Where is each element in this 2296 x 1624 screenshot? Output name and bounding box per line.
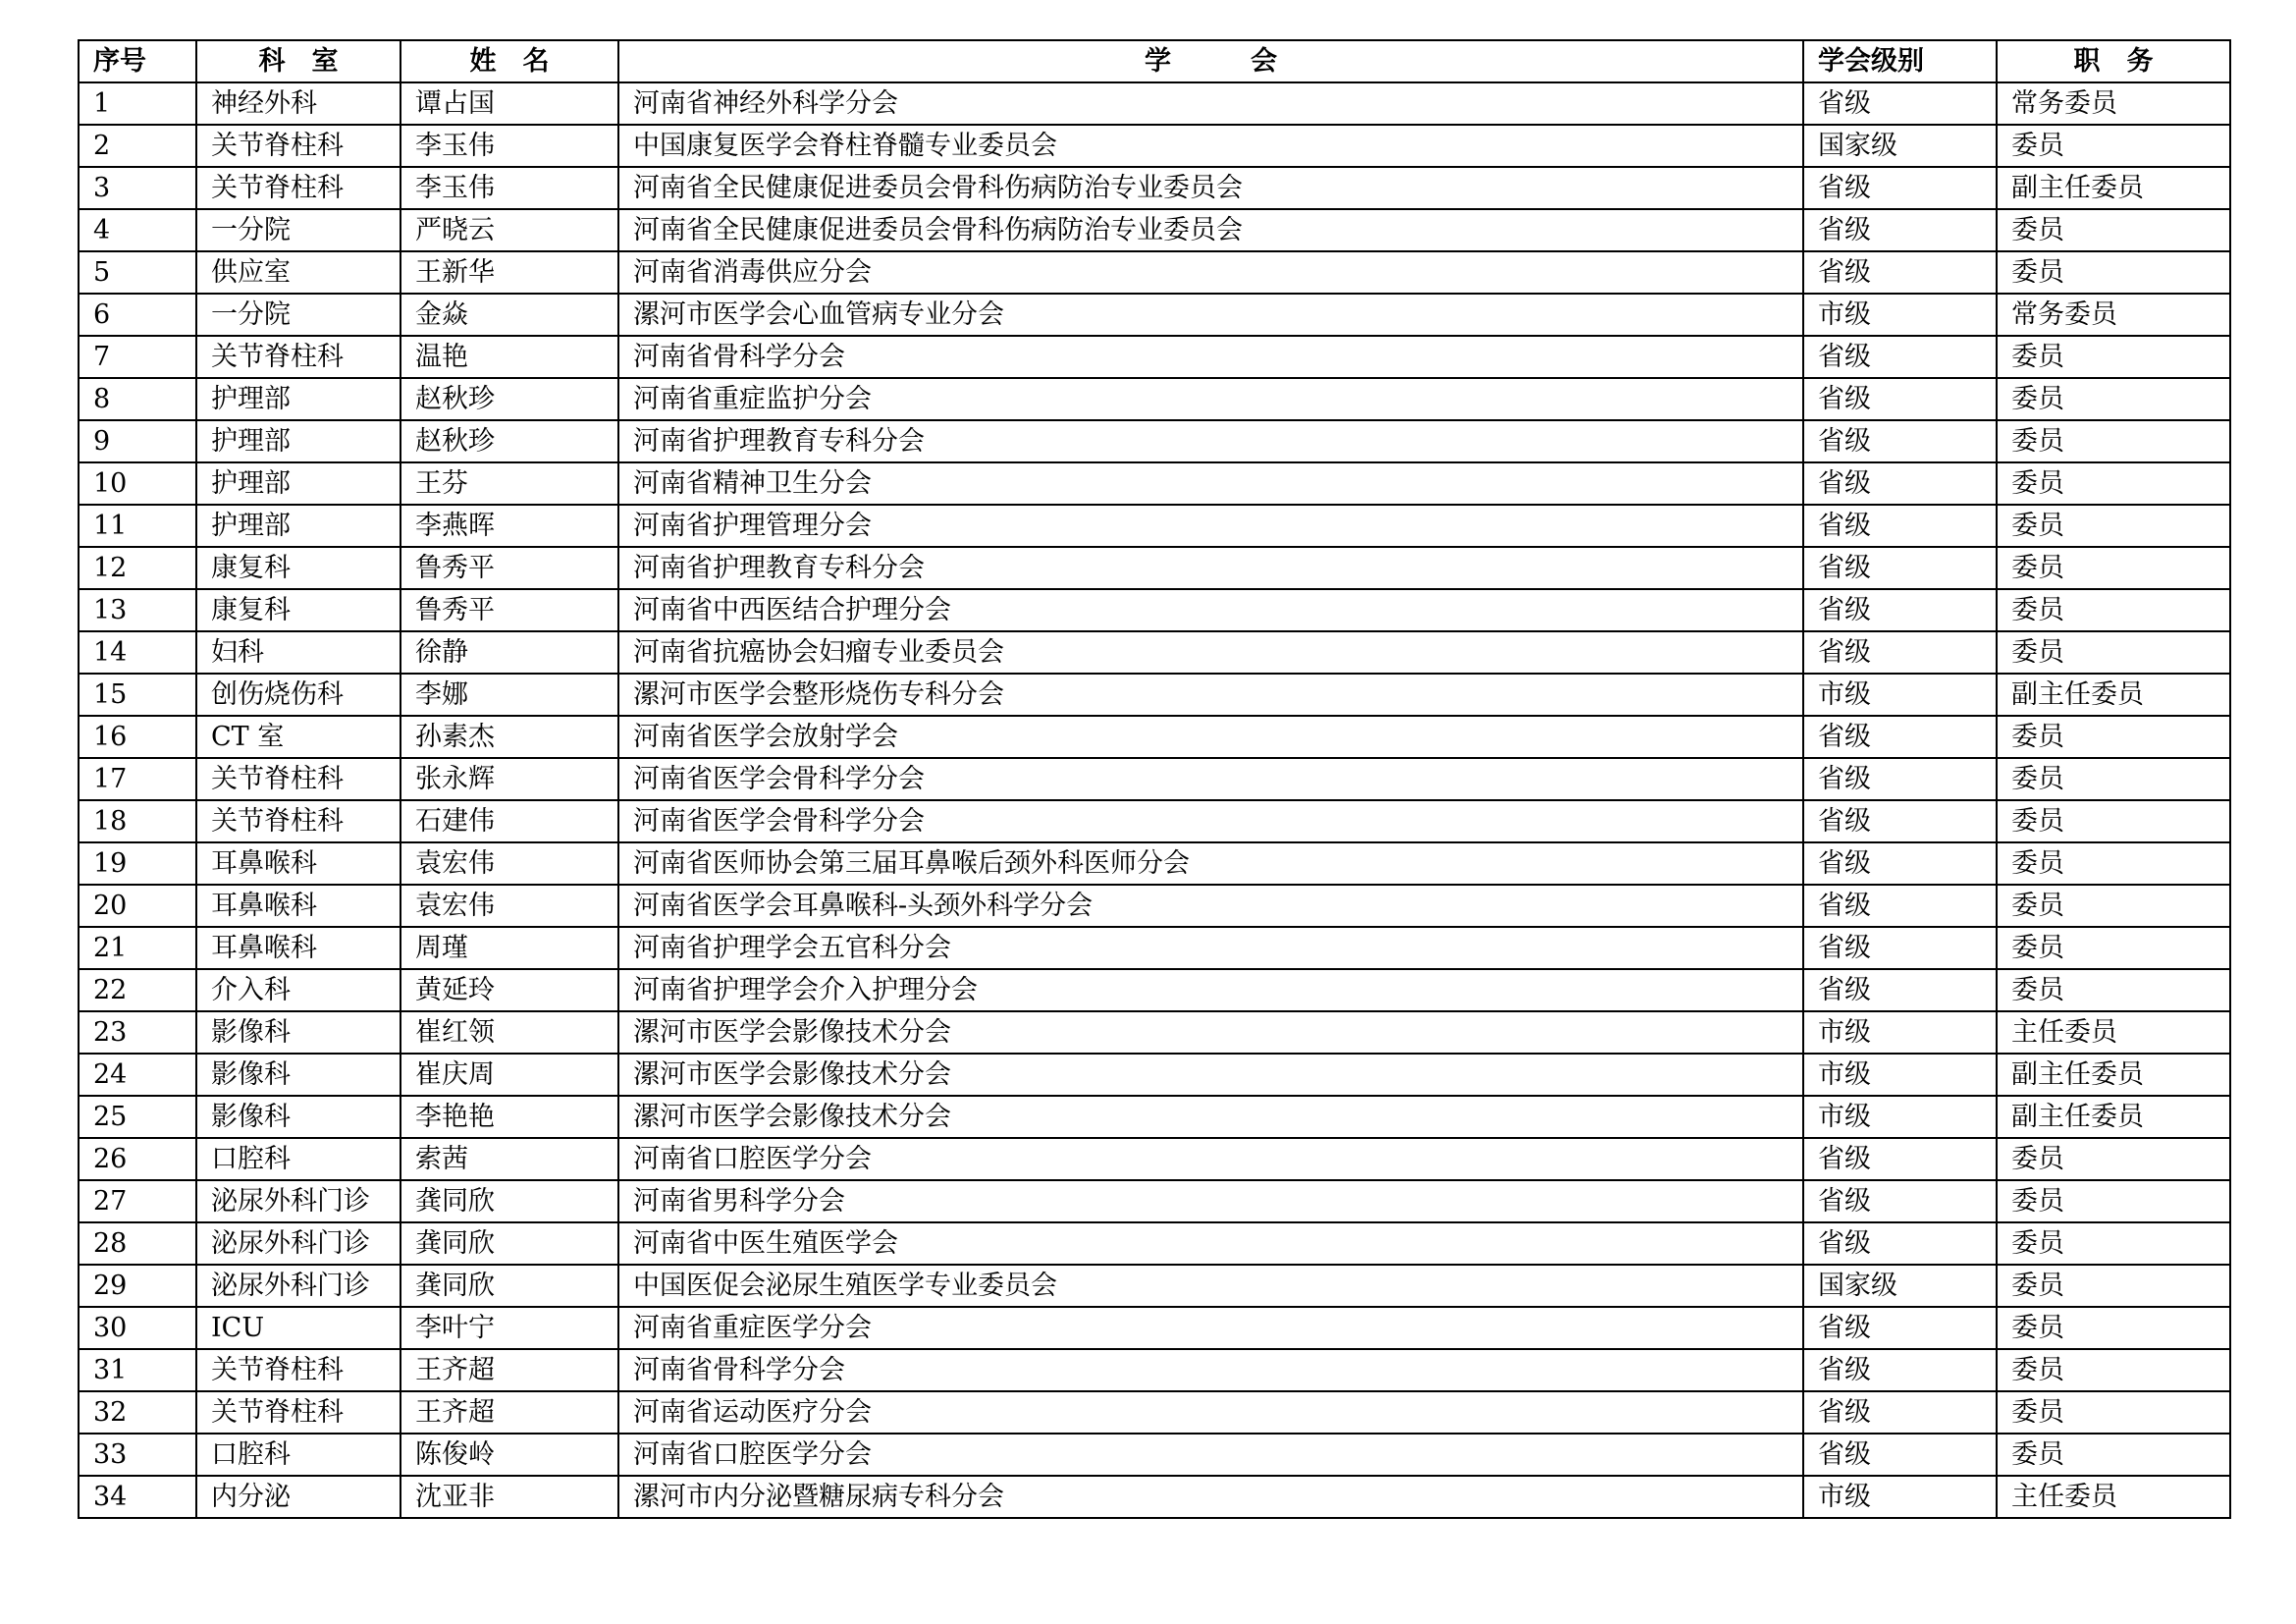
cell-position: 主任委员	[1997, 1011, 2230, 1054]
cell-position: 副主任委员	[1997, 1096, 2230, 1138]
cell-department: ICU	[196, 1307, 400, 1349]
cell-index: 9	[79, 420, 196, 462]
cell-position: 委员	[1997, 758, 2230, 800]
cell-department: 关节脊柱科	[196, 1391, 400, 1434]
cell-department: 关节脊柱科	[196, 1349, 400, 1391]
cell-position: 常务委员	[1997, 294, 2230, 336]
cell-name: 索茜	[400, 1138, 618, 1180]
cell-department: 关节脊柱科	[196, 167, 400, 209]
cell-society: 中国康复医学会脊柱脊髓专业委员会	[618, 125, 1803, 167]
header-row	[79, 40, 2230, 82]
cell-name: 李玉伟	[400, 125, 618, 167]
cell-department: 耳鼻喉科	[196, 842, 400, 885]
cell-name: 温艳	[400, 336, 618, 378]
cell-level: 省级	[1803, 631, 1997, 674]
cell-position: 委员	[1997, 1349, 2230, 1391]
cell-position: 委员	[1997, 1138, 2230, 1180]
cell-department: 泌尿外科门诊	[196, 1180, 400, 1222]
cell-level: 省级	[1803, 209, 1997, 251]
cell-level: 国家级	[1803, 1265, 1997, 1307]
cell-department: 供应室	[196, 251, 400, 294]
table-row	[79, 1054, 2230, 1096]
cell-level: 市级	[1803, 1054, 1997, 1096]
cell-position: 委员	[1997, 842, 2230, 885]
table-row	[79, 631, 2230, 674]
cell-level: 省级	[1803, 462, 1997, 505]
cell-department: 一分院	[196, 209, 400, 251]
cell-index: 4	[79, 209, 196, 251]
cell-name: 王新华	[400, 251, 618, 294]
cell-level: 省级	[1803, 885, 1997, 927]
cell-position: 副主任委员	[1997, 167, 2230, 209]
cell-position: 委员	[1997, 589, 2230, 631]
cell-department: 耳鼻喉科	[196, 885, 400, 927]
cell-name: 陈俊岭	[400, 1434, 618, 1476]
cell-index: 7	[79, 336, 196, 378]
cell-index: 14	[79, 631, 196, 674]
cell-name: 李玉伟	[400, 167, 618, 209]
cell-position: 委员	[1997, 1265, 2230, 1307]
cell-position: 委员	[1997, 1180, 2230, 1222]
cell-index: 1	[79, 82, 196, 125]
cell-department: CT 室	[196, 716, 400, 758]
cell-name: 龚同欣	[400, 1265, 618, 1307]
cell-name: 袁宏伟	[400, 885, 618, 927]
table-row	[79, 1391, 2230, 1434]
cell-name: 李燕晖	[400, 505, 618, 547]
cell-level: 市级	[1803, 1011, 1997, 1054]
cell-name: 石建伟	[400, 800, 618, 842]
cell-department: 泌尿外科门诊	[196, 1265, 400, 1307]
cell-level: 国家级	[1803, 125, 1997, 167]
cell-index: 11	[79, 505, 196, 547]
table-row	[79, 927, 2230, 969]
cell-level: 省级	[1803, 82, 1997, 125]
cell-department: 康复科	[196, 547, 400, 589]
cell-society: 河南省医学会骨科学分会	[618, 800, 1803, 842]
cell-department: 影像科	[196, 1011, 400, 1054]
cell-position: 委员	[1997, 631, 2230, 674]
table-row	[79, 1180, 2230, 1222]
cell-position: 委员	[1997, 378, 2230, 420]
cell-position: 委员	[1997, 716, 2230, 758]
cell-level: 市级	[1803, 294, 1997, 336]
membership-table	[78, 39, 2231, 1519]
cell-department: 耳鼻喉科	[196, 927, 400, 969]
cell-position: 委员	[1997, 209, 2230, 251]
cell-name: 赵秋珍	[400, 420, 618, 462]
cell-department: 影像科	[196, 1054, 400, 1096]
table-row	[79, 378, 2230, 420]
cell-name: 李娜	[400, 674, 618, 716]
table-row	[79, 251, 2230, 294]
cell-society: 漯河市内分泌暨糖尿病专科分会	[618, 1476, 1803, 1518]
header-department: 科 室	[196, 40, 400, 82]
cell-position: 副主任委员	[1997, 674, 2230, 716]
table-row	[79, 462, 2230, 505]
header-level: 学会级别	[1803, 40, 1997, 82]
cell-name: 严晓云	[400, 209, 618, 251]
cell-level: 省级	[1803, 420, 1997, 462]
cell-position: 委员	[1997, 1434, 2230, 1476]
table-body	[79, 82, 2230, 1518]
cell-society: 河南省中医生殖医学会	[618, 1222, 1803, 1265]
cell-society: 河南省护理学会介入护理分会	[618, 969, 1803, 1011]
cell-level: 省级	[1803, 1349, 1997, 1391]
cell-level: 市级	[1803, 674, 1997, 716]
cell-society: 河南省抗癌协会妇瘤专业委员会	[618, 631, 1803, 674]
cell-index: 26	[79, 1138, 196, 1180]
cell-index: 13	[79, 589, 196, 631]
cell-society: 漯河市医学会影像技术分会	[618, 1011, 1803, 1054]
cell-society: 河南省重症医学分会	[618, 1307, 1803, 1349]
table-row	[79, 1138, 2230, 1180]
cell-level: 省级	[1803, 1138, 1997, 1180]
table-row	[79, 1434, 2230, 1476]
cell-index: 17	[79, 758, 196, 800]
cell-position: 副主任委员	[1997, 1054, 2230, 1096]
cell-level: 省级	[1803, 589, 1997, 631]
table-row	[79, 125, 2230, 167]
cell-name: 沈亚非	[400, 1476, 618, 1518]
cell-society: 河南省骨科学分会	[618, 1349, 1803, 1391]
cell-department: 关节脊柱科	[196, 800, 400, 842]
cell-name: 李艳艳	[400, 1096, 618, 1138]
table-row	[79, 1011, 2230, 1054]
cell-position: 委员	[1997, 1222, 2230, 1265]
header-name: 姓 名	[400, 40, 618, 82]
cell-name: 李叶宁	[400, 1307, 618, 1349]
cell-index: 3	[79, 167, 196, 209]
cell-society: 河南省护理学会五官科分会	[618, 927, 1803, 969]
cell-society: 河南省口腔医学分会	[618, 1138, 1803, 1180]
cell-level: 省级	[1803, 378, 1997, 420]
cell-index: 30	[79, 1307, 196, 1349]
cell-name: 龚同欣	[400, 1222, 618, 1265]
table-row	[79, 1349, 2230, 1391]
table-row	[79, 758, 2230, 800]
cell-level: 省级	[1803, 251, 1997, 294]
cell-society: 河南省口腔医学分会	[618, 1434, 1803, 1476]
cell-society: 河南省神经外科学分会	[618, 82, 1803, 125]
cell-name: 袁宏伟	[400, 842, 618, 885]
cell-index: 2	[79, 125, 196, 167]
cell-index: 15	[79, 674, 196, 716]
table-row	[79, 336, 2230, 378]
cell-index: 31	[79, 1349, 196, 1391]
cell-level: 市级	[1803, 1096, 1997, 1138]
cell-department: 内分泌	[196, 1476, 400, 1518]
cell-position: 委员	[1997, 1391, 2230, 1434]
cell-index: 12	[79, 547, 196, 589]
cell-name: 鲁秀平	[400, 547, 618, 589]
cell-index: 21	[79, 927, 196, 969]
cell-index: 19	[79, 842, 196, 885]
table-row	[79, 167, 2230, 209]
cell-society: 河南省运动医疗分会	[618, 1391, 1803, 1434]
table-row	[79, 716, 2230, 758]
cell-name: 王芬	[400, 462, 618, 505]
cell-position: 委员	[1997, 336, 2230, 378]
table-row	[79, 1476, 2230, 1518]
cell-society: 河南省男科学分会	[618, 1180, 1803, 1222]
cell-index: 5	[79, 251, 196, 294]
cell-index: 34	[79, 1476, 196, 1518]
cell-society: 河南省医师协会第三届耳鼻喉后颈外科医师分会	[618, 842, 1803, 885]
cell-index: 22	[79, 969, 196, 1011]
cell-level: 省级	[1803, 800, 1997, 842]
cell-society: 漯河市医学会影像技术分会	[618, 1054, 1803, 1096]
cell-level: 省级	[1803, 842, 1997, 885]
header-position: 职 务	[1997, 40, 2230, 82]
cell-level: 市级	[1803, 1476, 1997, 1518]
cell-name: 谭占国	[400, 82, 618, 125]
cell-position: 委员	[1997, 462, 2230, 505]
cell-level: 省级	[1803, 1307, 1997, 1349]
cell-position: 委员	[1997, 505, 2230, 547]
cell-name: 崔庆周	[400, 1054, 618, 1096]
cell-name: 鲁秀平	[400, 589, 618, 631]
cell-index: 33	[79, 1434, 196, 1476]
cell-level: 省级	[1803, 716, 1997, 758]
cell-level: 省级	[1803, 927, 1997, 969]
cell-name: 龚同欣	[400, 1180, 618, 1222]
cell-department: 泌尿外科门诊	[196, 1222, 400, 1265]
cell-name: 崔红领	[400, 1011, 618, 1054]
cell-index: 24	[79, 1054, 196, 1096]
table-row	[79, 842, 2230, 885]
cell-society: 河南省精神卫生分会	[618, 462, 1803, 505]
cell-department: 口腔科	[196, 1138, 400, 1180]
cell-name: 徐静	[400, 631, 618, 674]
cell-department: 神经外科	[196, 82, 400, 125]
cell-index: 32	[79, 1391, 196, 1434]
cell-society: 河南省重症监护分会	[618, 378, 1803, 420]
cell-society: 河南省全民健康促进委员会骨科伤病防治专业委员会	[618, 209, 1803, 251]
cell-position: 委员	[1997, 547, 2230, 589]
cell-department: 关节脊柱科	[196, 758, 400, 800]
cell-level: 省级	[1803, 1434, 1997, 1476]
cell-index: 29	[79, 1265, 196, 1307]
cell-society: 河南省中西医结合护理分会	[618, 589, 1803, 631]
cell-department: 影像科	[196, 1096, 400, 1138]
cell-society: 漯河市医学会整形烧伤专科分会	[618, 674, 1803, 716]
cell-position: 委员	[1997, 885, 2230, 927]
cell-society: 河南省消毒供应分会	[618, 251, 1803, 294]
cell-department: 妇科	[196, 631, 400, 674]
cell-position: 常务委员	[1997, 82, 2230, 125]
cell-level: 省级	[1803, 969, 1997, 1011]
cell-name: 孙素杰	[400, 716, 618, 758]
table-row	[79, 294, 2230, 336]
cell-index: 16	[79, 716, 196, 758]
cell-index: 25	[79, 1096, 196, 1138]
cell-position: 委员	[1997, 969, 2230, 1011]
table-row	[79, 209, 2230, 251]
table-row	[79, 1265, 2230, 1307]
cell-department: 口腔科	[196, 1434, 400, 1476]
cell-society: 河南省医学会骨科学分会	[618, 758, 1803, 800]
cell-department: 护理部	[196, 505, 400, 547]
cell-position: 委员	[1997, 927, 2230, 969]
cell-level: 省级	[1803, 1222, 1997, 1265]
cell-society: 漯河市医学会影像技术分会	[618, 1096, 1803, 1138]
cell-department: 护理部	[196, 420, 400, 462]
table-row	[79, 1096, 2230, 1138]
cell-name: 王齐超	[400, 1391, 618, 1434]
cell-index: 28	[79, 1222, 196, 1265]
cell-society: 中国医促会泌尿生殖医学专业委员会	[618, 1265, 1803, 1307]
table-row	[79, 1307, 2230, 1349]
table-row	[79, 505, 2230, 547]
cell-department: 关节脊柱科	[196, 336, 400, 378]
cell-department: 创伤烧伤科	[196, 674, 400, 716]
table-row	[79, 589, 2230, 631]
cell-position: 委员	[1997, 125, 2230, 167]
cell-level: 省级	[1803, 758, 1997, 800]
cell-level: 省级	[1803, 1180, 1997, 1222]
cell-society: 河南省医学会放射学会	[618, 716, 1803, 758]
table-row	[79, 82, 2230, 125]
cell-index: 20	[79, 885, 196, 927]
cell-department: 康复科	[196, 589, 400, 631]
cell-level: 省级	[1803, 167, 1997, 209]
cell-position: 委员	[1997, 800, 2230, 842]
cell-society: 漯河市医学会心血管病专业分会	[618, 294, 1803, 336]
table-row	[79, 800, 2230, 842]
cell-society: 河南省全民健康促进委员会骨科伤病防治专业委员会	[618, 167, 1803, 209]
cell-index: 8	[79, 378, 196, 420]
table-row	[79, 969, 2230, 1011]
cell-index: 27	[79, 1180, 196, 1222]
table-row	[79, 1222, 2230, 1265]
cell-department: 护理部	[196, 462, 400, 505]
cell-society: 河南省护理管理分会	[618, 505, 1803, 547]
cell-society: 河南省护理教育专科分会	[618, 420, 1803, 462]
cell-society: 河南省护理教育专科分会	[618, 547, 1803, 589]
table-row	[79, 885, 2230, 927]
cell-society: 河南省医学会耳鼻喉科-头颈外科学分会	[618, 885, 1803, 927]
cell-index: 10	[79, 462, 196, 505]
cell-name: 周瑾	[400, 927, 618, 969]
cell-society: 河南省骨科学分会	[618, 336, 1803, 378]
cell-level: 省级	[1803, 547, 1997, 589]
cell-index: 23	[79, 1011, 196, 1054]
cell-level: 省级	[1803, 336, 1997, 378]
cell-position: 主任委员	[1997, 1476, 2230, 1518]
cell-position: 委员	[1997, 420, 2230, 462]
cell-name: 赵秋珍	[400, 378, 618, 420]
header-society: 学 会	[618, 40, 1803, 82]
cell-name: 金焱	[400, 294, 618, 336]
cell-name: 黄延玲	[400, 969, 618, 1011]
table-header	[79, 40, 2230, 82]
table-row	[79, 420, 2230, 462]
table-row	[79, 674, 2230, 716]
cell-position: 委员	[1997, 1307, 2230, 1349]
cell-level: 省级	[1803, 505, 1997, 547]
cell-department: 关节脊柱科	[196, 125, 400, 167]
cell-position: 委员	[1997, 251, 2230, 294]
cell-name: 张永辉	[400, 758, 618, 800]
table-row	[79, 547, 2230, 589]
cell-index: 18	[79, 800, 196, 842]
cell-department: 一分院	[196, 294, 400, 336]
cell-level: 省级	[1803, 1391, 1997, 1434]
cell-department: 护理部	[196, 378, 400, 420]
cell-name: 王齐超	[400, 1349, 618, 1391]
cell-index: 6	[79, 294, 196, 336]
header-index: 序号	[79, 40, 196, 82]
cell-department: 介入科	[196, 969, 400, 1011]
